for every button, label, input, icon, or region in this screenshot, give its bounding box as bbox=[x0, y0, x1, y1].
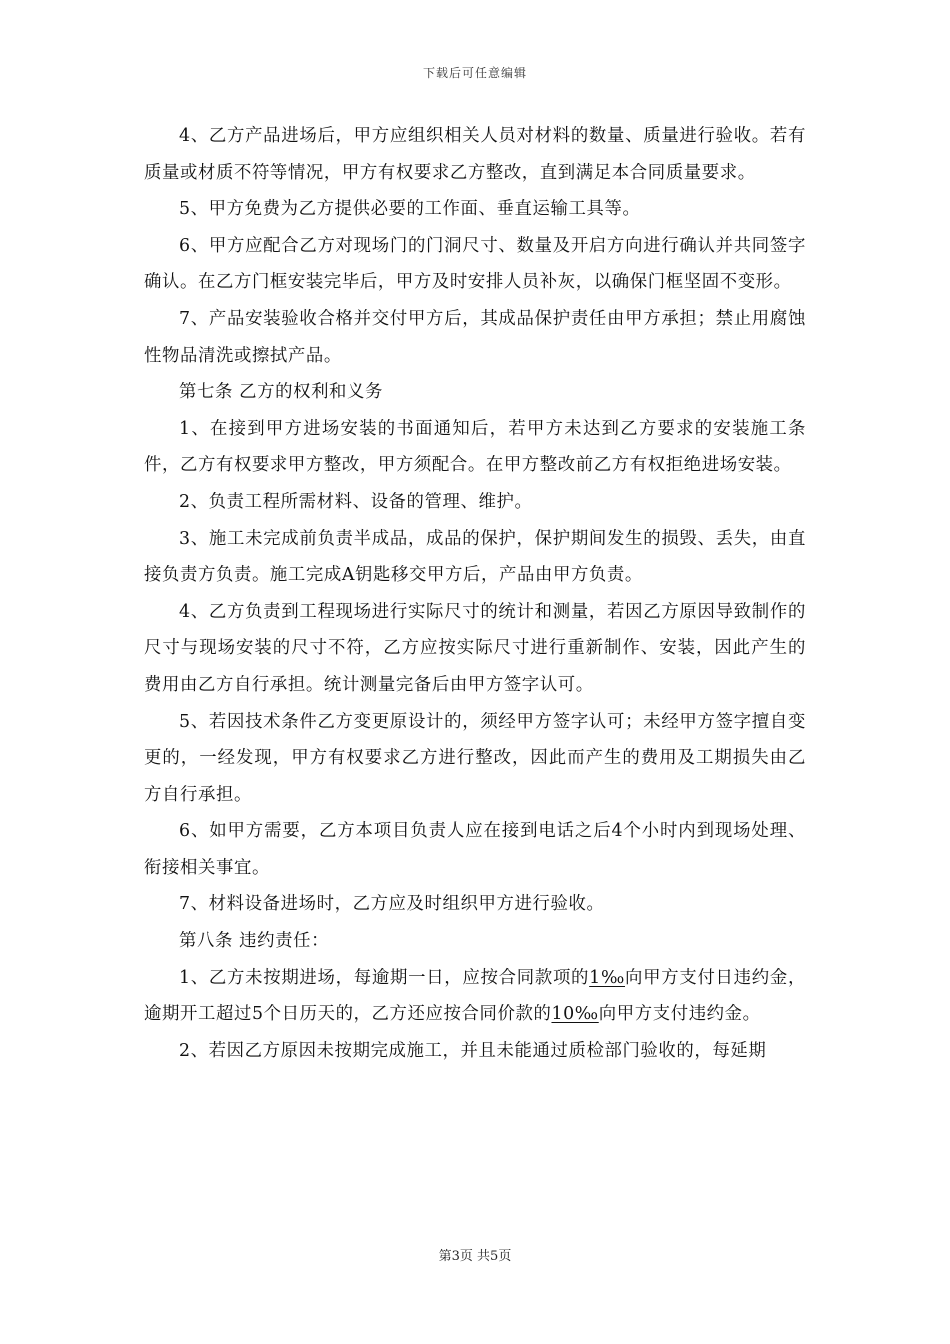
clause-8-1-text-b: 向甲方支付日违约金，逾期开工超过5个日历天的，乙方还应按合同价款的 bbox=[144, 967, 806, 1025]
clause-7-1: 1、在接到甲方进场安装的书面通知后，若甲方未达到乙方要求的安装施工条件，乙方有权要求甲方整改，甲方须配合。在甲方整改前乙方有权拒绝进场安装。 bbox=[144, 418, 806, 476]
clause-7-5: 5、若因技术条件乙方变更原设计的，须经甲方签字认可；未经甲方签字擅自变更的，一经发现，甲方有权要求乙方进行整改，因此而产生的费用及工期损失由乙方自行承担。 bbox=[144, 711, 806, 805]
clause-7-4: 4、乙方负责到工程现场进行实际尺寸的统计和测量，若因乙方原因导致制作的尺寸与现场安装的尺寸不符，乙方应按实际尺寸进行重新制作、安装，因此产生的费用由乙方自行承担。统计测量完备后由甲方签字认可。 bbox=[144, 601, 806, 695]
clause-8-1 bbox=[144, 960, 806, 1033]
clause-7-7: 7、材料设备进场时，乙方应及时组织甲方进行验收。 bbox=[179, 894, 605, 915]
page-number: 第3页 共5页 bbox=[438, 1249, 512, 1264]
page-header: 下载后可任意编辑 bbox=[422, 66, 527, 80]
clause-7-6: 6、如甲方需要，乙方本项目负责人应在接到电话之后4个小时内到现场处理、衔接相关事宜。 bbox=[144, 821, 806, 878]
clause-6-7: 7、产品安装验收合格并交付甲方后，其成品保护责任由甲方承担；禁止用腐蚀性物品清洗或擦拭产品。 bbox=[144, 308, 806, 366]
clause-6-6: 6、甲方应配合乙方对现场门的门洞尺寸、数量及开启方向进行确认并共同签字确认。在乙方门框安装完毕后，甲方及时安排人员补灰，以确保门框坚固不变形。 bbox=[144, 235, 806, 293]
clause-7-3: 3、施工未完成前负责半成品，成品的保护，保护期间发生的损毁、丢失，由直接负责方负责。施工完成A钥匙移交甲方后，产品由甲方负责。 bbox=[144, 528, 806, 586]
contract-penalty-rate: 10‰ bbox=[551, 1004, 599, 1025]
clause-8-1-text-a: 1、乙方未按期进场，每逾期一日，应按合同款项的 bbox=[179, 967, 590, 988]
daily-penalty-rate: 1‰ bbox=[589, 967, 626, 988]
document-body bbox=[144, 118, 806, 1069]
clause-6-4: 4、乙方产品进场后，甲方应组织相关人员对材料的数量、质量进行验收。若有质量或材质不符等情况，甲方有权要求乙方整改，直到满足本合同质量要求。 bbox=[144, 126, 806, 183]
clause-8-2: 2、若因乙方原因未按期完成施工，并且未能通过质检部门验收的，每延期 bbox=[179, 1040, 767, 1061]
article-7-heading: 第七条 乙方的权利和义务 bbox=[179, 382, 384, 403]
clause-7-2: 2、负责工程所需材料、设备的管理、维护。 bbox=[179, 491, 533, 512]
clause-8-1-text-c: 向甲方支付违约金。 bbox=[598, 1004, 761, 1025]
clause-6-5: 5、甲方免费为乙方提供必要的工作面、垂直运输工具等。 bbox=[179, 199, 641, 220]
article-8-heading: 第八条 违约责任： bbox=[179, 931, 330, 952]
